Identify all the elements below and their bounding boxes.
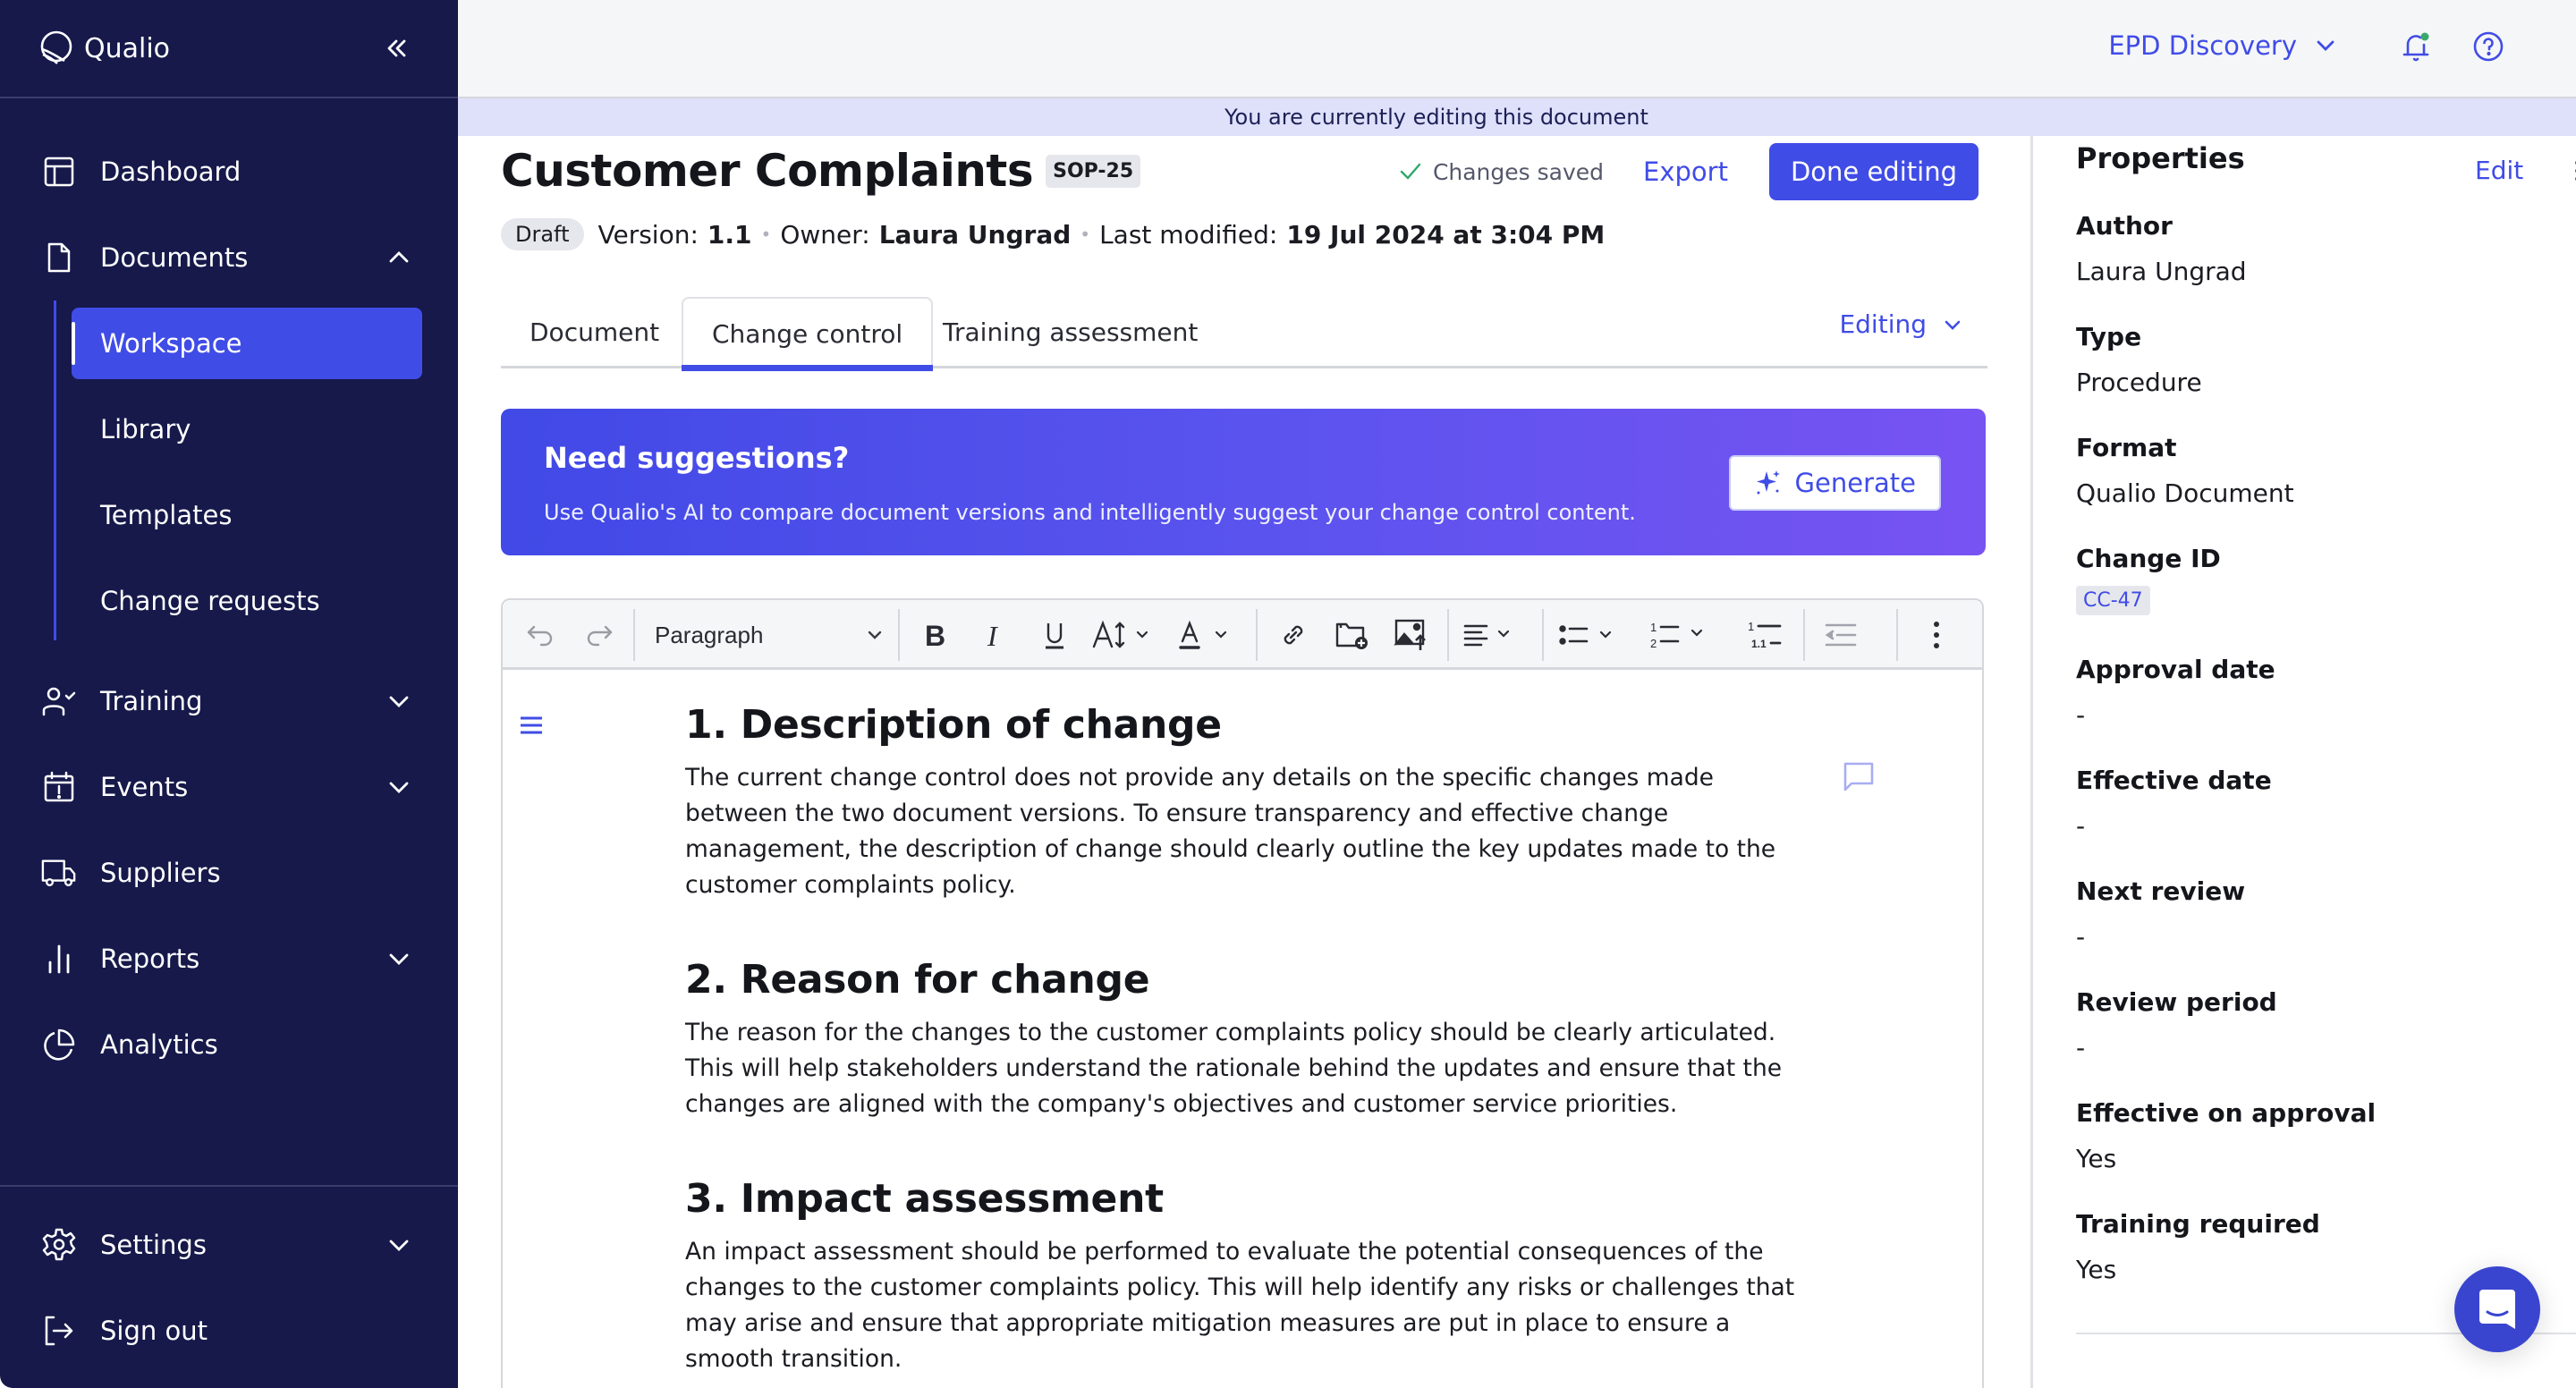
sidebar-item-suppliers[interactable] [0, 837, 458, 909]
svg-text:1: 1 [1650, 621, 1657, 634]
property-effective-on-approval [2076, 1098, 2376, 1173]
property-label: Review period [2076, 987, 2277, 1017]
svg-text:1: 1 [1748, 620, 1755, 633]
chevron-down-icon [1943, 315, 1962, 334]
link-icon [1278, 620, 1309, 650]
block-style-select[interactable] [655, 613, 896, 657]
toolbar-separator [898, 609, 900, 661]
version-label: Version: [597, 219, 699, 250]
bell-icon [2399, 29, 2435, 64]
document-meta [501, 218, 1605, 250]
notifications-button[interactable] [2399, 29, 2435, 64]
properties-title: Properties [2076, 141, 2245, 175]
generate-label: Generate [1794, 468, 1916, 498]
chevron-down-icon [386, 774, 411, 800]
drag-handle[interactable] [519, 715, 544, 736]
chevron-down-icon [386, 1232, 411, 1257]
help-button[interactable] [2470, 29, 2506, 64]
property-label: Effective on approval [2076, 1098, 2377, 1128]
calendar-alert-icon [41, 769, 77, 805]
document-tabs [501, 297, 1987, 368]
svg-text:I: I [987, 621, 997, 649]
block-style-value: Paragraph [655, 621, 764, 648]
version-value: 1.1 [707, 219, 752, 250]
edit-properties-button[interactable]: Edit [2475, 156, 2524, 185]
sidebar-item-dashboard[interactable] [0, 136, 458, 207]
top-bar [458, 0, 2576, 98]
section-body: An impact assessment should be performed to evaluate the potential consequences of the changes to the customer complaints policy. This will help identify any risks or challenges that may arise and ensure that appropriate mitigation measures are put in place to ensure a smooth transition. [685, 1238, 1795, 1373]
svg-text:2: 2 [1650, 637, 1657, 650]
property-value: - [2076, 700, 2086, 730]
toolbar-separator [1256, 609, 1258, 661]
bulleted-list-button[interactable] [1556, 613, 1637, 657]
numbered-list-icon [1649, 620, 1726, 650]
done-editing-button[interactable]: Done editing [1769, 143, 1979, 200]
property-value: Qualio Document [2076, 478, 2294, 508]
chat-bubble-icon [2478, 1288, 2517, 1331]
undo-icon [525, 622, 555, 648]
property-label: Training required [2076, 1209, 2320, 1239]
sidebar-item-analytics[interactable] [0, 1009, 458, 1080]
vertical-dots-icon [2570, 159, 2576, 182]
align-button[interactable] [1460, 613, 1531, 657]
submenu-line [54, 300, 56, 640]
toolbar-separator [1447, 609, 1449, 661]
sidebar-item-label: Analytics [100, 1029, 218, 1060]
org-switcher[interactable] [2108, 30, 2336, 61]
sidebar-subitem-templates[interactable] [72, 479, 422, 551]
mode-label: Editing [1839, 309, 1927, 339]
qualio-logo-icon [38, 30, 75, 67]
font-color-icon [1177, 620, 1241, 650]
font-color-button[interactable] [1175, 613, 1243, 657]
toolbar-separator [1542, 609, 1544, 661]
comment-icon [1843, 761, 1875, 793]
ai-suggestions-card [501, 409, 1986, 555]
property-label: Next review [2076, 876, 2246, 906]
section-body: The current change control does not provide any details on the specific changes made between the two document versions. To ensure transparency and effective change management, the description of change should clearly outline the key updates made to the customer complaints policy. [685, 764, 1776, 899]
sign-out-icon [41, 1313, 77, 1349]
qualio-logo[interactable] [38, 30, 170, 67]
document-title-row [501, 145, 1140, 197]
chevron-down-icon [866, 626, 884, 644]
dashboard-icon [41, 154, 77, 190]
bold-button[interactable] [912, 613, 957, 657]
underline-icon [1041, 620, 1068, 650]
property-label: Type [2076, 322, 2142, 351]
sidebar-item-label: Documents [100, 242, 249, 273]
save-status [1399, 159, 1604, 185]
generate-button[interactable] [1729, 455, 1941, 511]
svg-text:1.1: 1.1 [1751, 638, 1767, 650]
add-comment-button[interactable] [1843, 761, 1875, 793]
property-label: Author [2076, 211, 2173, 241]
property-value: Laura Ungrad [2076, 257, 2247, 286]
tab-document[interactable]: Document [530, 317, 660, 347]
sidebar-item-reports[interactable] [0, 923, 458, 994]
sidebar-item-label: Training [100, 686, 203, 716]
toolbar-separator [1896, 609, 1898, 661]
section-heading: 3. Impact assessment [685, 1176, 1164, 1222]
toolbar-separator [633, 609, 635, 661]
redo-icon [584, 622, 614, 648]
sidebar-brand [0, 0, 458, 98]
chat-support-button[interactable] [2454, 1266, 2540, 1352]
property-effective-date [2076, 766, 2272, 841]
numbered-list-button[interactable] [1648, 613, 1728, 657]
sidebar-subitem-change-requests[interactable] [72, 565, 422, 637]
sidebar-item-sign-out[interactable] [0, 1295, 458, 1367]
undo-button[interactable] [519, 613, 562, 657]
property-value: - [2076, 811, 2086, 841]
sidebar-subitem-label: Templates [100, 500, 233, 530]
property-author [2076, 211, 2247, 286]
vertical-dots-icon [1931, 620, 1942, 650]
ai-card-description: Use Qualio's AI to compare document versions and intelligently suggest your change control content. [544, 500, 1636, 525]
save-status-text: Changes saved [1432, 158, 1605, 185]
sidebar [0, 0, 458, 1388]
tab-training-assessment[interactable]: Training assessment [943, 317, 1199, 347]
bold-icon [921, 621, 948, 649]
toolbar-separator [1803, 609, 1805, 661]
property-value: Yes [2076, 1255, 2117, 1284]
sidebar-item-documents[interactable] [0, 222, 458, 293]
modified-label: Last modified: [1099, 219, 1278, 250]
italic-icon [984, 621, 1007, 649]
help-circle-icon [2470, 29, 2506, 64]
content-section [685, 702, 1812, 903]
document-code-badge: SOP-25 [1046, 155, 1140, 188]
section-heading: 2. Reason for change [685, 957, 1150, 1003]
content-section [685, 957, 1812, 1122]
sidebar-item-events[interactable] [0, 751, 458, 823]
link-button[interactable] [1270, 613, 1317, 657]
change-id-link[interactable]: CC-47 [2076, 586, 2150, 615]
property-label: Approval date [2076, 655, 2275, 684]
sidebar-item-label: Events [100, 772, 189, 802]
owner-label: Owner: [780, 219, 870, 250]
chevron-up-icon [386, 245, 411, 270]
sidebar-subitem-workspace[interactable] [72, 308, 422, 379]
rich-text-editor [501, 598, 1984, 1388]
drag-handle-icon [519, 715, 544, 736]
editor-toolbar [503, 600, 1982, 670]
truck-icon [41, 855, 77, 891]
tab-change-control[interactable]: Change control [682, 297, 933, 368]
font-size-button[interactable] [1089, 613, 1161, 657]
property-approval-date [2076, 655, 2275, 730]
chevron-down-icon [386, 946, 411, 971]
more-options-button[interactable] [1914, 613, 1959, 657]
separator: • [760, 224, 772, 245]
property-value: Procedure [2076, 368, 2202, 397]
property-label: Change ID [2076, 544, 2221, 573]
collapse-sidebar-button[interactable] [383, 35, 420, 62]
property-change-id [2076, 544, 2221, 615]
multilevel-list-icon [1746, 619, 1785, 651]
sidebar-subitem-label: Change requests [100, 586, 320, 616]
gear-icon [41, 1227, 77, 1263]
outdent-button[interactable] [1816, 613, 1866, 657]
chevron-down-icon [2315, 35, 2336, 56]
sidebar-item-label: Sign out [100, 1316, 208, 1346]
org-name: EPD Discovery [2108, 30, 2297, 61]
sidebar-item-settings[interactable] [0, 1209, 458, 1281]
sidebar-divider [0, 1185, 458, 1187]
property-label: Effective date [2076, 766, 2272, 795]
user-check-icon [41, 683, 77, 719]
property-type [2076, 322, 2202, 397]
property-label: Format [2076, 433, 2177, 462]
image-upload-icon [1394, 618, 1429, 652]
font-size-icon [1091, 620, 1159, 650]
sidebar-item-label: Dashboard [100, 157, 242, 187]
document-title: Customer Complaints [501, 145, 1034, 197]
document-body[interactable] [503, 670, 1982, 1388]
status-badge: Draft [501, 218, 584, 250]
redo-button[interactable] [578, 613, 621, 657]
properties-more-button[interactable] [2570, 159, 2576, 182]
check-icon [1399, 160, 1422, 183]
sidebar-item-label: Suppliers [100, 858, 221, 888]
property-review-period [2076, 987, 2277, 1062]
sidebar-subitem-label: Workspace [100, 328, 242, 359]
double-chevron-left-icon [383, 35, 410, 62]
align-left-icon [1462, 622, 1530, 648]
modified-value: 19 Jul 2024 at 3:04 PM [1286, 219, 1606, 250]
ai-card-title: Need suggestions? [544, 441, 850, 475]
editing-banner: You are currently editing this document [458, 98, 2576, 136]
property-next-review [2076, 876, 2245, 952]
app-name: Qualio [84, 32, 171, 64]
sidebar-subitem-label: Library [100, 414, 191, 444]
export-button[interactable]: Export [1643, 157, 1728, 187]
sidebar-item-label: Reports [100, 944, 200, 974]
document-actions [1399, 143, 1979, 200]
sidebar-item-label: Settings [100, 1230, 207, 1260]
svg-text:B: B [925, 621, 946, 649]
multilevel-list-button[interactable] [1741, 613, 1791, 657]
content-section [685, 1176, 1812, 1377]
sparkles-icon [1754, 469, 1783, 497]
separator: • [1080, 224, 1091, 245]
property-format [2076, 433, 2294, 508]
folder-plus-icon [1335, 619, 1370, 651]
bar-chart-icon [41, 941, 77, 977]
property-value: Yes [2076, 1144, 2117, 1173]
chevron-down-icon [386, 689, 411, 714]
main-content [458, 136, 2032, 1388]
section-heading: 1. Description of change [685, 702, 1222, 748]
outdent-icon [1823, 622, 1859, 648]
insert-file-button[interactable] [1329, 613, 1376, 657]
property-training-required [2076, 1209, 2320, 1284]
insert-image-button[interactable] [1388, 613, 1435, 657]
owner-value: Laura Ungrad [878, 219, 1072, 250]
section-body: The reason for the changes to the customer complaints policy should be clearly articulated. This will help stakeholders understand the rationale behind the updates and ensure that the changes are aligned with the company's objectives and customer service priorities. [685, 1019, 1783, 1118]
sidebar-item-training[interactable] [0, 665, 458, 737]
bulleted-list-icon [1558, 622, 1635, 648]
property-value: - [2076, 922, 2086, 952]
property-value: - [2076, 1033, 2086, 1062]
properties-panel [2030, 136, 2576, 1388]
italic-button[interactable] [973, 613, 1018, 657]
sidebar-subitem-library[interactable] [72, 394, 422, 465]
mode-dropdown[interactable] [1839, 309, 1962, 339]
pie-chart-icon [41, 1027, 77, 1062]
document-icon [41, 240, 77, 275]
underline-button[interactable] [1032, 613, 1077, 657]
